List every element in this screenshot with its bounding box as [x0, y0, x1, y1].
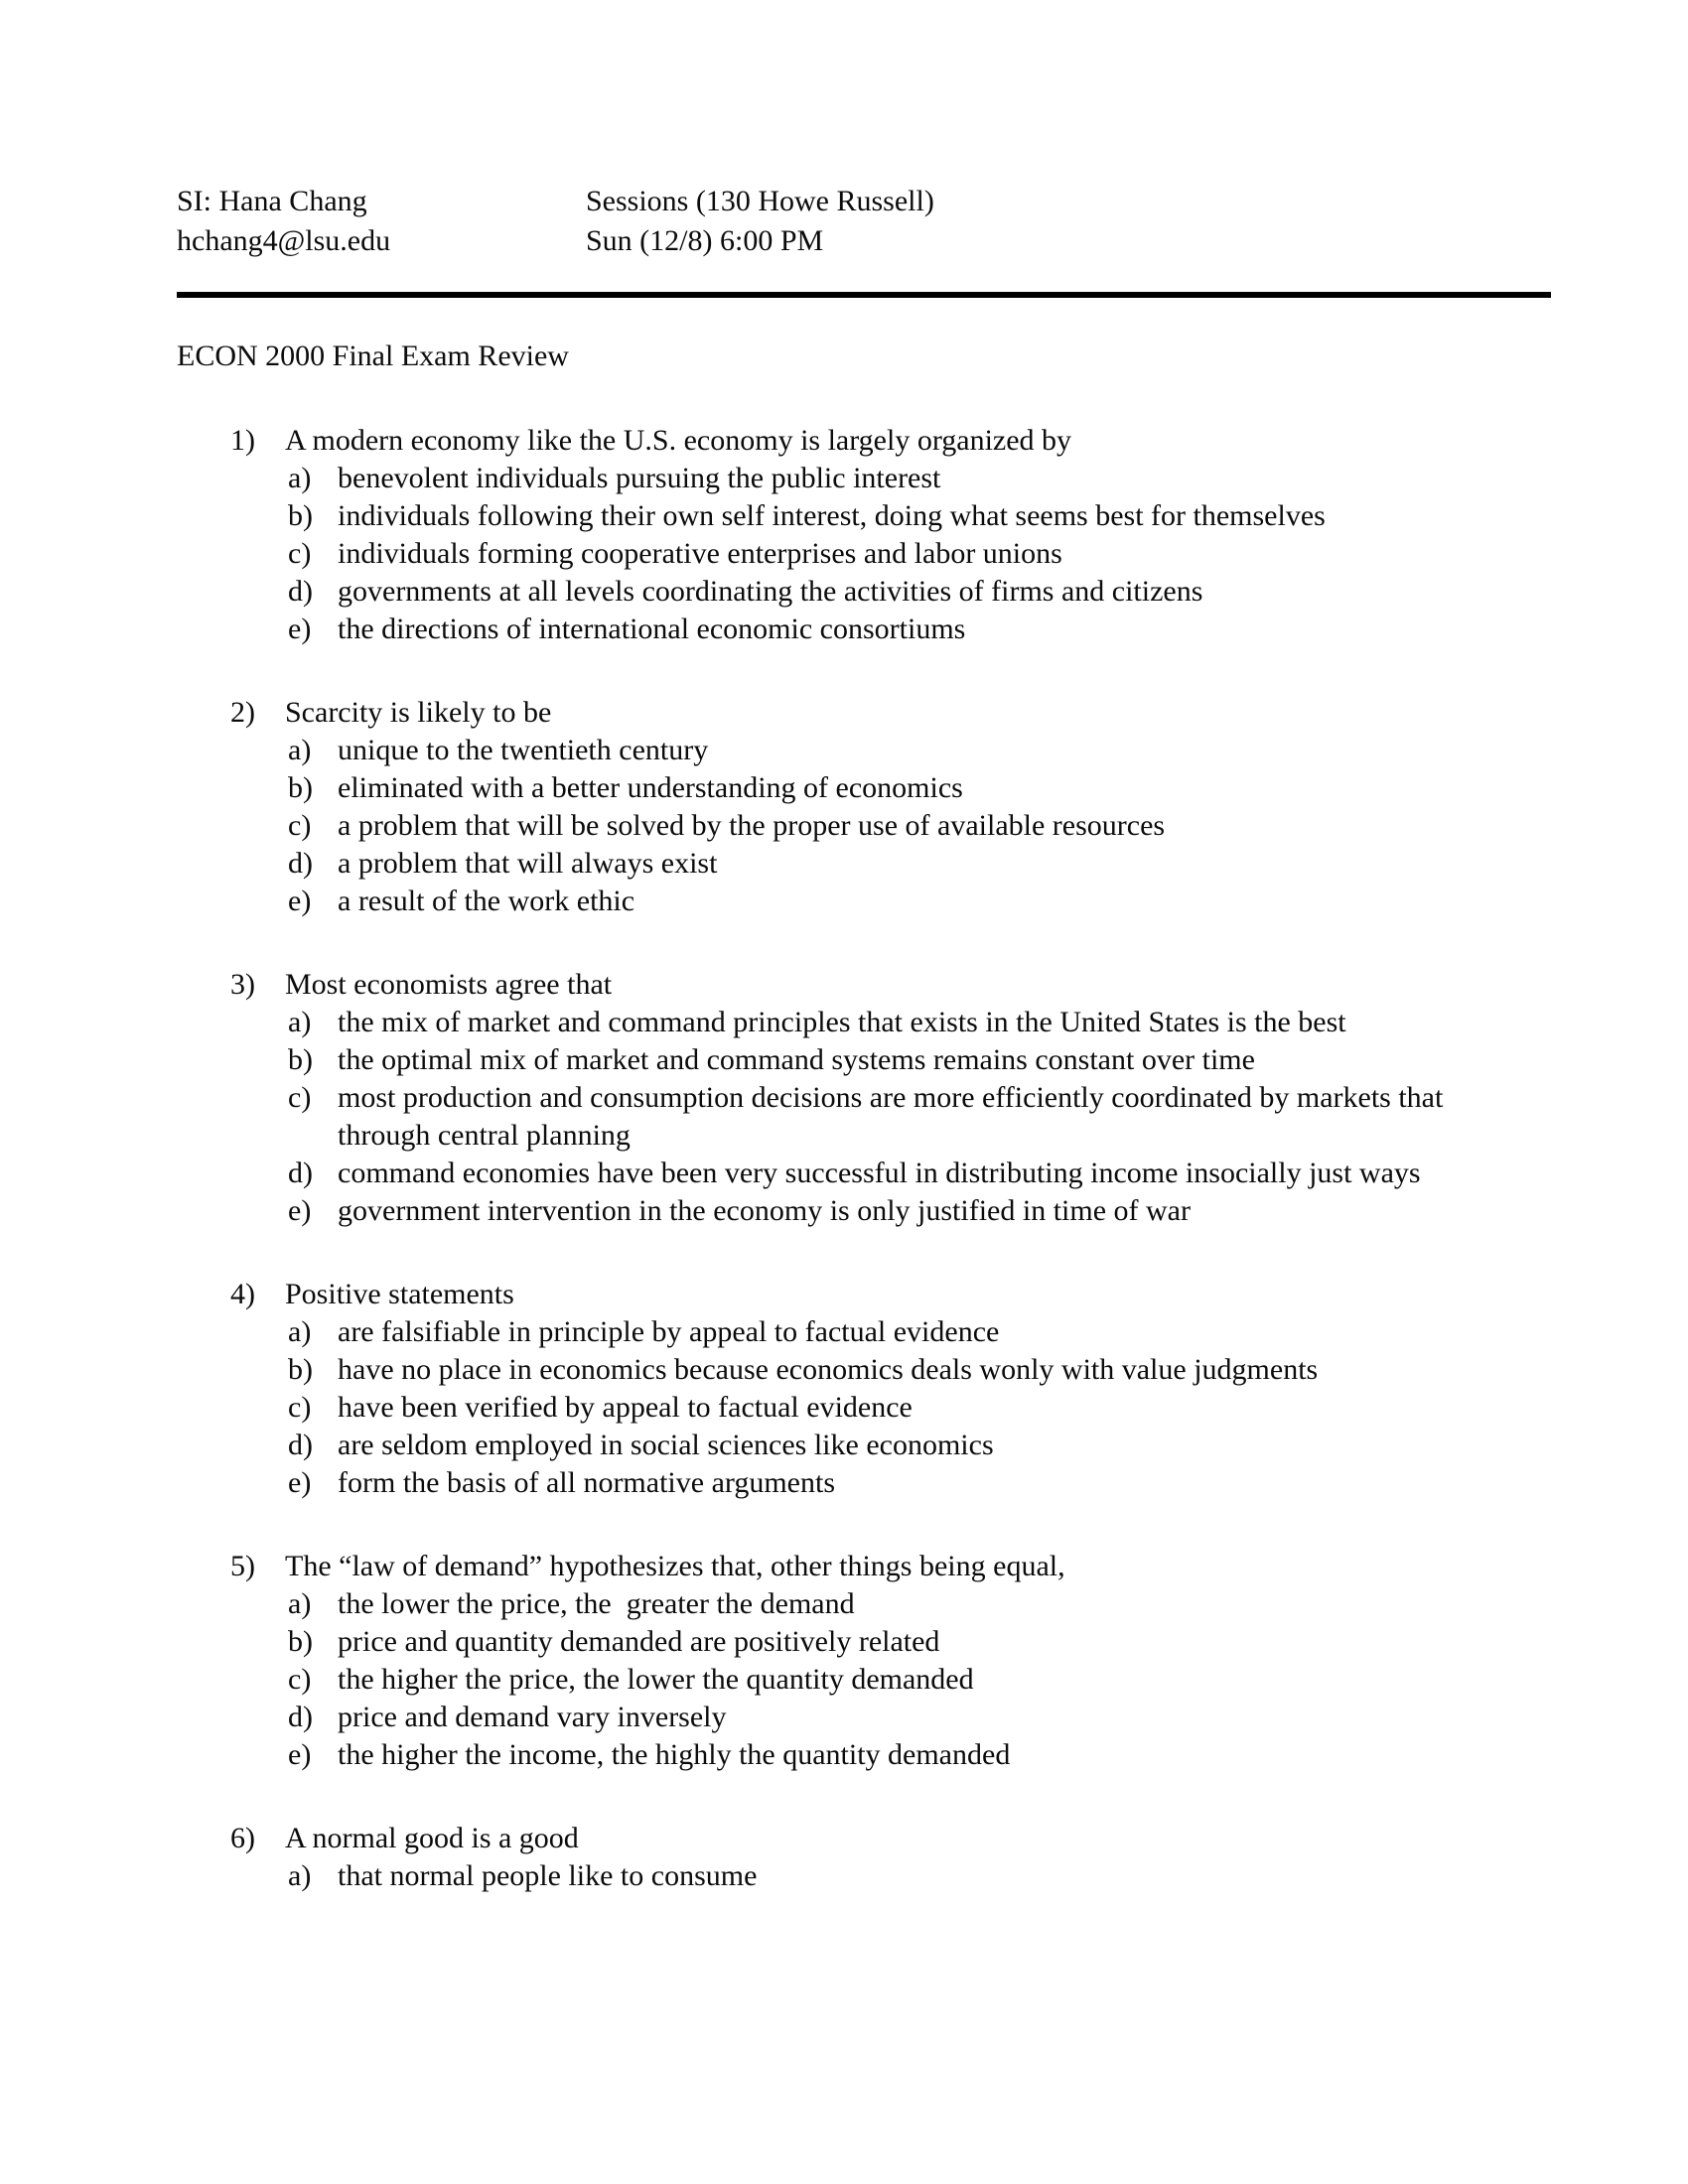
question-text: Most economists agree that	[285, 968, 613, 1001]
question-head	[230, 1276, 1688, 1313]
option	[288, 883, 1688, 920]
option-text: are seldom employed in social sciences like economics	[338, 1429, 994, 1461]
option	[288, 807, 1688, 845]
option	[288, 460, 1688, 497]
option-letter: c)	[288, 537, 312, 570]
option-list	[288, 732, 1688, 920]
option	[288, 1079, 1688, 1155]
option	[288, 1464, 1688, 1502]
option-letter: d)	[288, 1701, 313, 1733]
question-head	[230, 1820, 1688, 1857]
question-text: Positive statements	[285, 1278, 514, 1310]
option	[288, 573, 1688, 611]
header-right-column	[586, 182, 934, 261]
option-letter: b)	[288, 499, 313, 532]
option	[288, 1351, 1688, 1389]
option	[288, 1192, 1688, 1230]
option-letter: d)	[288, 575, 313, 608]
option-text: the directions of international economic consortiums	[338, 613, 966, 645]
option-text: most production and consumption decisions are more efficiently coordinated by markets that through central planning	[338, 1081, 1451, 1152]
option	[288, 535, 1688, 573]
option-text: the lower the price, the greater the demand	[338, 1587, 855, 1620]
question-number: 5)	[230, 1550, 255, 1582]
option-text: have been verified by appeal to factual evidence	[338, 1391, 913, 1424]
question-head	[230, 694, 1688, 732]
option-letter: e)	[288, 885, 312, 917]
option-letter: d)	[288, 1429, 313, 1461]
document-title: ECON 2000 Final Exam Review	[177, 340, 569, 372]
option-letter: b)	[288, 1625, 313, 1658]
option-letter: e)	[288, 1738, 312, 1771]
option-letter: c)	[288, 1081, 312, 1114]
question-number: 3)	[230, 968, 255, 1001]
question-number: 2)	[230, 696, 255, 729]
si-email: hchang4@lsu.edu	[177, 224, 391, 257]
question-number: 6)	[230, 1822, 255, 1854]
option-letter: a)	[288, 1587, 312, 1620]
option	[288, 1623, 1688, 1661]
question-text: A normal good is a good	[285, 1822, 579, 1854]
option-text: price and quantity demanded are positively related	[338, 1625, 940, 1658]
si-name: SI: Hana Chang	[177, 185, 367, 217]
question-text: A modern economy like the U.S. economy is largely organized by	[285, 424, 1072, 457]
option-letter: b)	[288, 771, 313, 804]
option-list	[288, 1313, 1688, 1502]
option-letter: a)	[288, 1006, 312, 1038]
option-text: the higher the income, the highly the quantity demanded	[338, 1738, 1011, 1771]
question-text: The “law of demand” hypothesizes that, other things being equal,	[285, 1550, 1065, 1582]
question-4	[230, 1276, 1688, 1502]
option-text: unique to the twentieth century	[338, 734, 709, 766]
option	[288, 1585, 1688, 1623]
option-letter: a)	[288, 1859, 312, 1892]
option-text: eliminated with a better understanding of economics	[338, 771, 963, 804]
question-head	[230, 1548, 1688, 1585]
option	[288, 497, 1688, 535]
option-text: the mix of market and command principles that exists in the United States is the best	[338, 1006, 1346, 1038]
header	[177, 0, 1688, 261]
question-head	[230, 422, 1688, 460]
option	[288, 611, 1688, 648]
option-text: a problem that will always exist	[338, 847, 718, 880]
option-letter: d)	[288, 847, 313, 880]
option-list	[288, 1004, 1688, 1230]
option-text: government intervention in the economy is only justified in time of war	[338, 1194, 1191, 1227]
option-letter: e)	[288, 1466, 312, 1499]
option-text: the higher the price, the lower the quantity demanded	[338, 1663, 974, 1696]
question-2	[230, 694, 1688, 920]
option	[288, 732, 1688, 769]
question-3	[230, 966, 1688, 1230]
option-text: a result of the work ethic	[338, 885, 635, 917]
option-letter: c)	[288, 1663, 312, 1696]
option-letter: e)	[288, 1194, 312, 1227]
option-letter: c)	[288, 1391, 312, 1424]
question-head	[230, 966, 1688, 1004]
option-letter: e)	[288, 613, 312, 645]
option	[288, 1427, 1688, 1464]
option-list	[288, 1857, 1688, 1895]
option	[288, 845, 1688, 883]
option-list	[288, 460, 1688, 648]
option-text: are falsifiable in principle by appeal to factual evidence	[338, 1315, 1000, 1348]
question-5	[230, 1548, 1688, 1774]
option	[288, 1155, 1688, 1192]
option	[288, 1004, 1688, 1041]
question-number: 1)	[230, 424, 255, 457]
option-text: individuals following their own self interest, doing what seems best for themselves	[338, 499, 1326, 532]
option-text: the optimal mix of market and command systems remains constant over time	[338, 1043, 1255, 1076]
option	[288, 1857, 1688, 1895]
option-text: governments at all levels coordinating the activities of firms and citizens	[338, 575, 1203, 608]
question-list	[230, 422, 1688, 1895]
option-letter: b)	[288, 1043, 313, 1076]
option-letter: c)	[288, 809, 312, 842]
option-text: a problem that will be solved by the proper use of available resources	[338, 809, 1166, 842]
option	[288, 769, 1688, 807]
divider-rule	[177, 292, 1551, 298]
option-list	[288, 1585, 1688, 1774]
option	[288, 1313, 1688, 1351]
option-letter: a)	[288, 1315, 312, 1348]
option-text: price and demand vary inversely	[338, 1701, 727, 1733]
option-text: form the basis of all normative arguments	[338, 1466, 835, 1499]
option	[288, 1041, 1688, 1079]
option-letter: d)	[288, 1157, 313, 1189]
header-left-column	[177, 182, 586, 261]
question-text: Scarcity is likely to be	[285, 696, 552, 729]
option-text: have no place in economics because economics deals wonly with value judgments	[338, 1353, 1319, 1386]
option-text: individuals forming cooperative enterprises and labor unions	[338, 537, 1062, 570]
option-text: benevolent individuals pursuing the public interest	[338, 462, 941, 494]
question-1	[230, 422, 1688, 648]
option-text: command economies have been very successful in distributing income insocially just ways	[338, 1157, 1421, 1189]
option	[288, 1699, 1688, 1736]
session-location: Sessions (130 Howe Russell)	[586, 185, 934, 217]
question-number: 4)	[230, 1278, 255, 1310]
question-6	[230, 1820, 1688, 1895]
option-text: that normal people like to consume	[338, 1859, 758, 1892]
option-letter: b)	[288, 1353, 313, 1386]
option	[288, 1389, 1688, 1427]
option-letter: a)	[288, 462, 312, 494]
option-letter: a)	[288, 734, 312, 766]
session-time: Sun (12/8) 6:00 PM	[586, 224, 824, 257]
option	[288, 1661, 1688, 1699]
option	[288, 1736, 1688, 1774]
